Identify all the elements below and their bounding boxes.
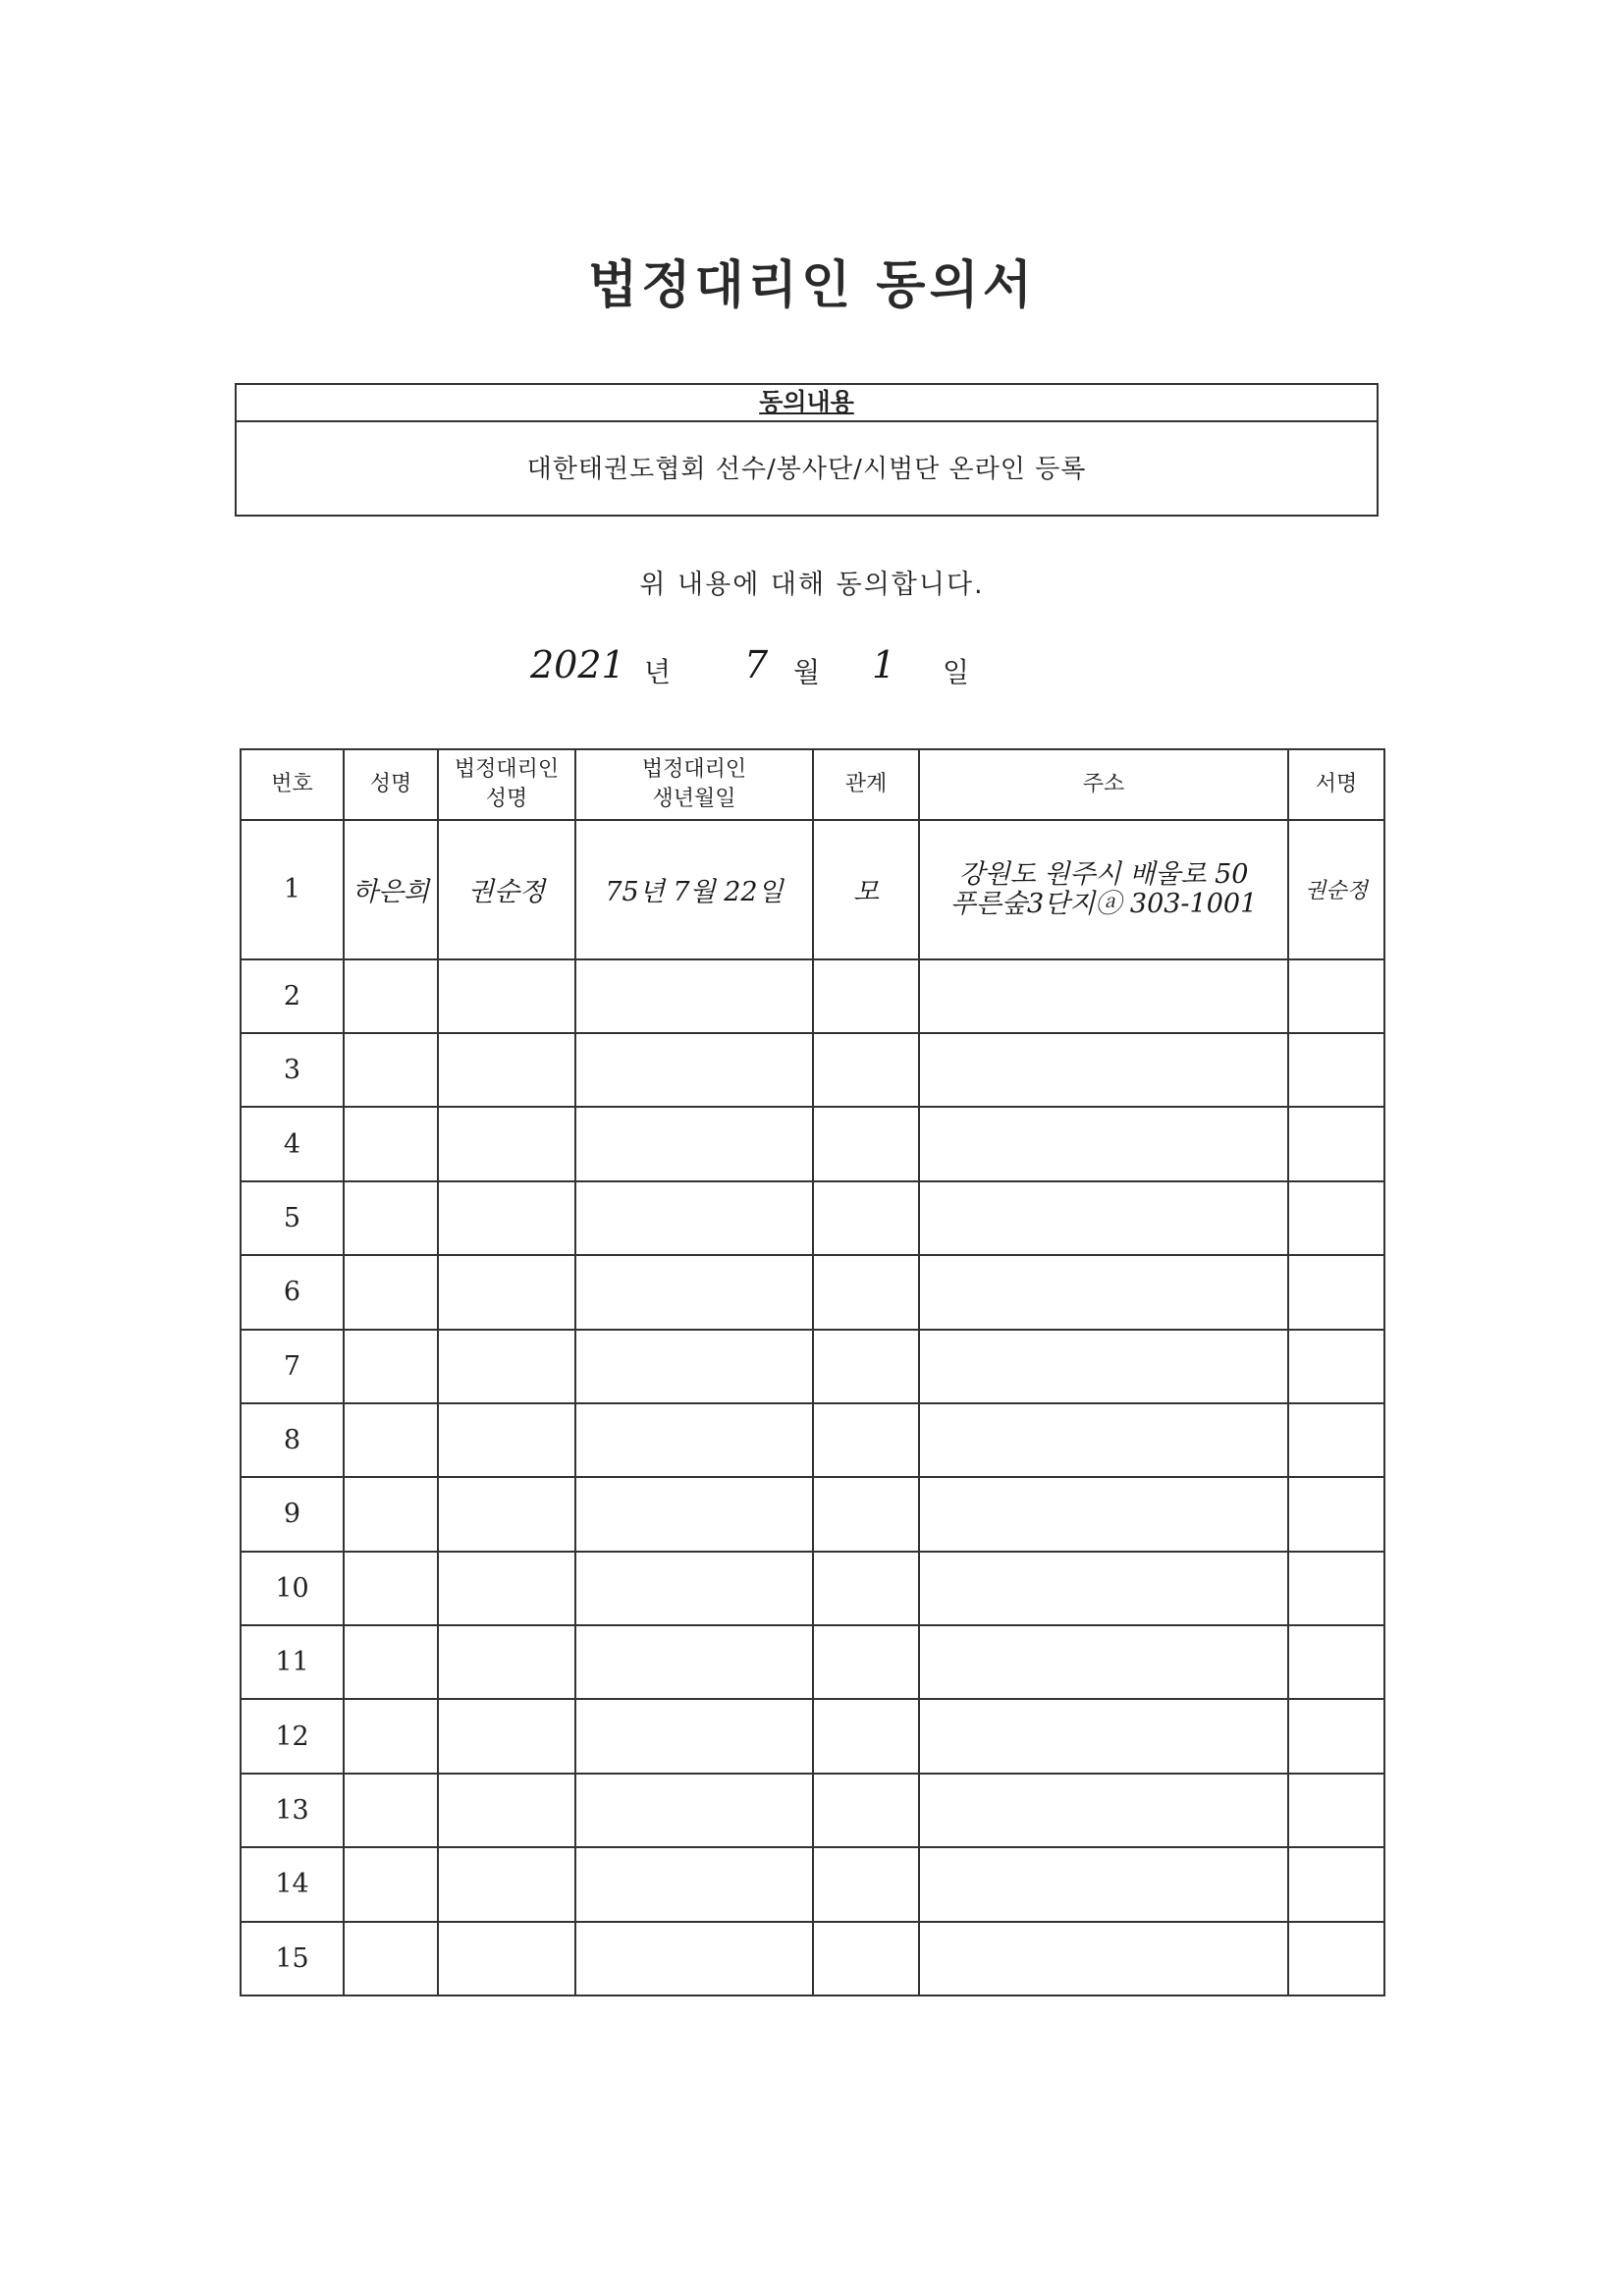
cell-name[interactable] <box>344 959 438 1033</box>
cell-relation[interactable] <box>813 1107 919 1180</box>
guardian-table <box>240 748 1385 1996</box>
cell-relation[interactable] <box>813 959 919 1033</box>
cell-name[interactable] <box>344 1774 438 1847</box>
cell-guardian-birth[interactable] <box>575 1847 813 1921</box>
cell-no: 3 <box>241 1033 344 1107</box>
cell-name[interactable] <box>344 1625 438 1699</box>
cell-guardian-name[interactable] <box>438 1107 575 1180</box>
consent-box <box>235 383 1379 517</box>
cell-address <box>919 820 1288 959</box>
cell-signature[interactable] <box>1288 1699 1384 1773</box>
table-row <box>241 1255 1384 1329</box>
cell-guardian-name[interactable] <box>438 1552 575 1625</box>
cell-guardian-birth[interactable] <box>575 1552 813 1625</box>
cell-address[interactable] <box>919 1255 1288 1329</box>
cell-guardian-name[interactable] <box>438 1033 575 1107</box>
header-guardian-birth-line2: 생년월일 <box>652 787 736 811</box>
cell-relation[interactable] <box>813 1847 919 1921</box>
cell-relation: 모 <box>813 820 919 959</box>
cell-relation[interactable] <box>813 1181 919 1255</box>
cell-signature[interactable] <box>1288 1625 1384 1699</box>
date-month-unit: 월 <box>793 656 821 688</box>
cell-no: 13 <box>241 1774 344 1847</box>
cell-guardian-birth[interactable] <box>575 1774 813 1847</box>
cell-guardian-name[interactable] <box>438 1403 575 1477</box>
table-row <box>241 1922 1384 1996</box>
cell-address[interactable] <box>919 1477 1288 1551</box>
table-row <box>241 1181 1384 1255</box>
cell-guardian-name[interactable] <box>438 1774 575 1847</box>
cell-name[interactable] <box>344 1330 438 1403</box>
cell-guardian-birth[interactable] <box>575 1330 813 1403</box>
cell-name: 하은희 <box>344 820 438 959</box>
header-guardian-birth-line1: 법정대리인 <box>641 757 747 782</box>
cell-guardian-birth[interactable] <box>575 1181 813 1255</box>
cell-address[interactable] <box>919 959 1288 1033</box>
cell-address[interactable] <box>919 1774 1288 1847</box>
consent-text: 대한태권도협회 선수/봉사단/시범단 온라인 등록 <box>526 455 1087 484</box>
cell-relation[interactable] <box>813 1477 919 1551</box>
cell-name[interactable] <box>344 1403 438 1477</box>
cell-name[interactable] <box>344 1477 438 1551</box>
cell-no: 11 <box>241 1625 344 1699</box>
table-row <box>241 959 1384 1033</box>
table-row <box>241 1774 1384 1847</box>
cell-no: 9 <box>241 1477 344 1551</box>
header-relation: 관계 <box>813 749 919 820</box>
date-day: 1 <box>872 643 896 686</box>
cell-signature[interactable] <box>1288 1847 1384 1921</box>
cell-address[interactable] <box>919 1033 1288 1107</box>
header-guardian-birth <box>575 749 813 820</box>
table-row <box>241 820 1384 959</box>
cell-address[interactable] <box>919 1847 1288 1921</box>
cell-guardian-birth[interactable] <box>575 1403 813 1477</box>
cell-no: 8 <box>241 1403 344 1477</box>
cell-no: 4 <box>241 1107 344 1180</box>
table-row <box>241 1033 1384 1107</box>
table-row <box>241 1847 1384 1921</box>
date-day-unit: 일 <box>943 656 970 688</box>
header-name: 성명 <box>344 749 438 820</box>
cell-name[interactable] <box>344 1255 438 1329</box>
header-guardian-name-line2: 성명 <box>485 787 528 811</box>
cell-guardian-name[interactable] <box>438 1625 575 1699</box>
cell-signature[interactable] <box>1288 959 1384 1033</box>
cell-guardian-birth: 75년 7월 22일 <box>575 820 813 959</box>
table-row <box>241 1403 1384 1477</box>
cell-no: 7 <box>241 1330 344 1403</box>
cell-no: 5 <box>241 1181 344 1255</box>
date-year-unit: 년 <box>644 656 672 688</box>
cell-address[interactable] <box>919 1403 1288 1477</box>
cell-name[interactable] <box>344 1552 438 1625</box>
cell-no: 6 <box>241 1255 344 1329</box>
cell-no: 15 <box>241 1922 344 1996</box>
cell-no: 12 <box>241 1699 344 1773</box>
cell-no: 2 <box>241 959 344 1033</box>
cell-no: 1 <box>241 820 344 959</box>
date-line <box>530 643 1021 702</box>
cell-signature[interactable] <box>1288 1330 1384 1403</box>
cell-guardian-birth[interactable] <box>575 959 813 1033</box>
agree-statement: 위 내용에 대해 동의합니다. <box>639 570 985 600</box>
cell-relation[interactable] <box>813 1255 919 1329</box>
table-row <box>241 1330 1384 1403</box>
cell-no: 10 <box>241 1552 344 1625</box>
cell-name[interactable] <box>344 1922 438 1996</box>
cell-guardian-birth[interactable] <box>575 1107 813 1180</box>
table-row <box>241 1625 1384 1699</box>
cell-guardian-name: 권순정 <box>438 820 575 959</box>
table-row <box>241 1699 1384 1773</box>
table-header-row <box>241 749 1384 820</box>
cell-address[interactable] <box>919 1552 1288 1625</box>
header-no: 번호 <box>241 749 344 820</box>
cell-guardian-name[interactable] <box>438 1922 575 1996</box>
header-address: 주소 <box>919 749 1288 820</box>
cell-address[interactable] <box>919 1699 1288 1773</box>
cell-guardian-birth[interactable] <box>575 1625 813 1699</box>
header-signature: 서명 <box>1288 749 1384 820</box>
cell-relation[interactable] <box>813 1552 919 1625</box>
cell-relation[interactable] <box>813 1922 919 1996</box>
cell-no: 14 <box>241 1847 344 1921</box>
cell-signature[interactable] <box>1288 1477 1384 1551</box>
table-row <box>241 1107 1384 1180</box>
cell-address[interactable] <box>919 1181 1288 1255</box>
cell-address[interactable] <box>919 1922 1288 1996</box>
cell-guardian-birth[interactable] <box>575 1477 813 1551</box>
cell-relation[interactable] <box>813 1403 919 1477</box>
cell-signature: 권순정 <box>1288 820 1384 959</box>
date-year: 2021 <box>530 643 625 686</box>
table-row <box>241 1477 1384 1551</box>
cell-signature[interactable] <box>1288 1107 1384 1180</box>
cell-signature[interactable] <box>1288 1033 1384 1107</box>
cell-relation[interactable] <box>813 1625 919 1699</box>
cell-guardian-name[interactable] <box>438 1181 575 1255</box>
cell-name[interactable] <box>344 1847 438 1921</box>
cell-signature[interactable] <box>1288 1552 1384 1625</box>
cell-guardian-name[interactable] <box>438 959 575 1033</box>
cell-signature[interactable] <box>1288 1181 1384 1255</box>
cell-signature[interactable] <box>1288 1403 1384 1477</box>
header-guardian-name <box>438 749 575 820</box>
cell-guardian-birth[interactable] <box>575 1699 813 1773</box>
cell-signature[interactable] <box>1288 1255 1384 1329</box>
cell-guardian-name[interactable] <box>438 1255 575 1329</box>
cell-address[interactable] <box>919 1107 1288 1180</box>
address-line2: 푸른숲3단지ⓐ 303-1001 <box>949 888 1258 919</box>
document-title: 법정대리인 동의서 <box>588 256 1036 315</box>
cell-relation[interactable] <box>813 1699 919 1773</box>
cell-guardian-name[interactable] <box>438 1699 575 1773</box>
cell-guardian-birth[interactable] <box>575 1922 813 1996</box>
cell-guardian-birth[interactable] <box>575 1255 813 1329</box>
cell-guardian-birth[interactable] <box>575 1033 813 1107</box>
cell-guardian-name[interactable] <box>438 1330 575 1403</box>
cell-name[interactable] <box>344 1699 438 1773</box>
cell-guardian-name[interactable] <box>438 1477 575 1551</box>
address-line1: 강원도 원주시 배울로 50 <box>958 858 1249 890</box>
cell-address[interactable] <box>919 1625 1288 1699</box>
cell-address[interactable] <box>919 1330 1288 1403</box>
cell-signature[interactable] <box>1288 1774 1384 1847</box>
header-guardian-name-line1: 법정대리인 <box>454 757 560 782</box>
date-month: 7 <box>744 643 769 686</box>
cell-name[interactable] <box>344 1181 438 1255</box>
cell-name[interactable] <box>344 1033 438 1107</box>
cell-guardian-name[interactable] <box>438 1847 575 1921</box>
table-row <box>241 1552 1384 1625</box>
cell-relation[interactable] <box>813 1033 919 1107</box>
consent-heading: 동의내용 <box>237 385 1377 422</box>
cell-signature[interactable] <box>1288 1922 1384 1996</box>
cell-relation[interactable] <box>813 1330 919 1403</box>
cell-name[interactable] <box>344 1107 438 1180</box>
cell-relation[interactable] <box>813 1774 919 1847</box>
